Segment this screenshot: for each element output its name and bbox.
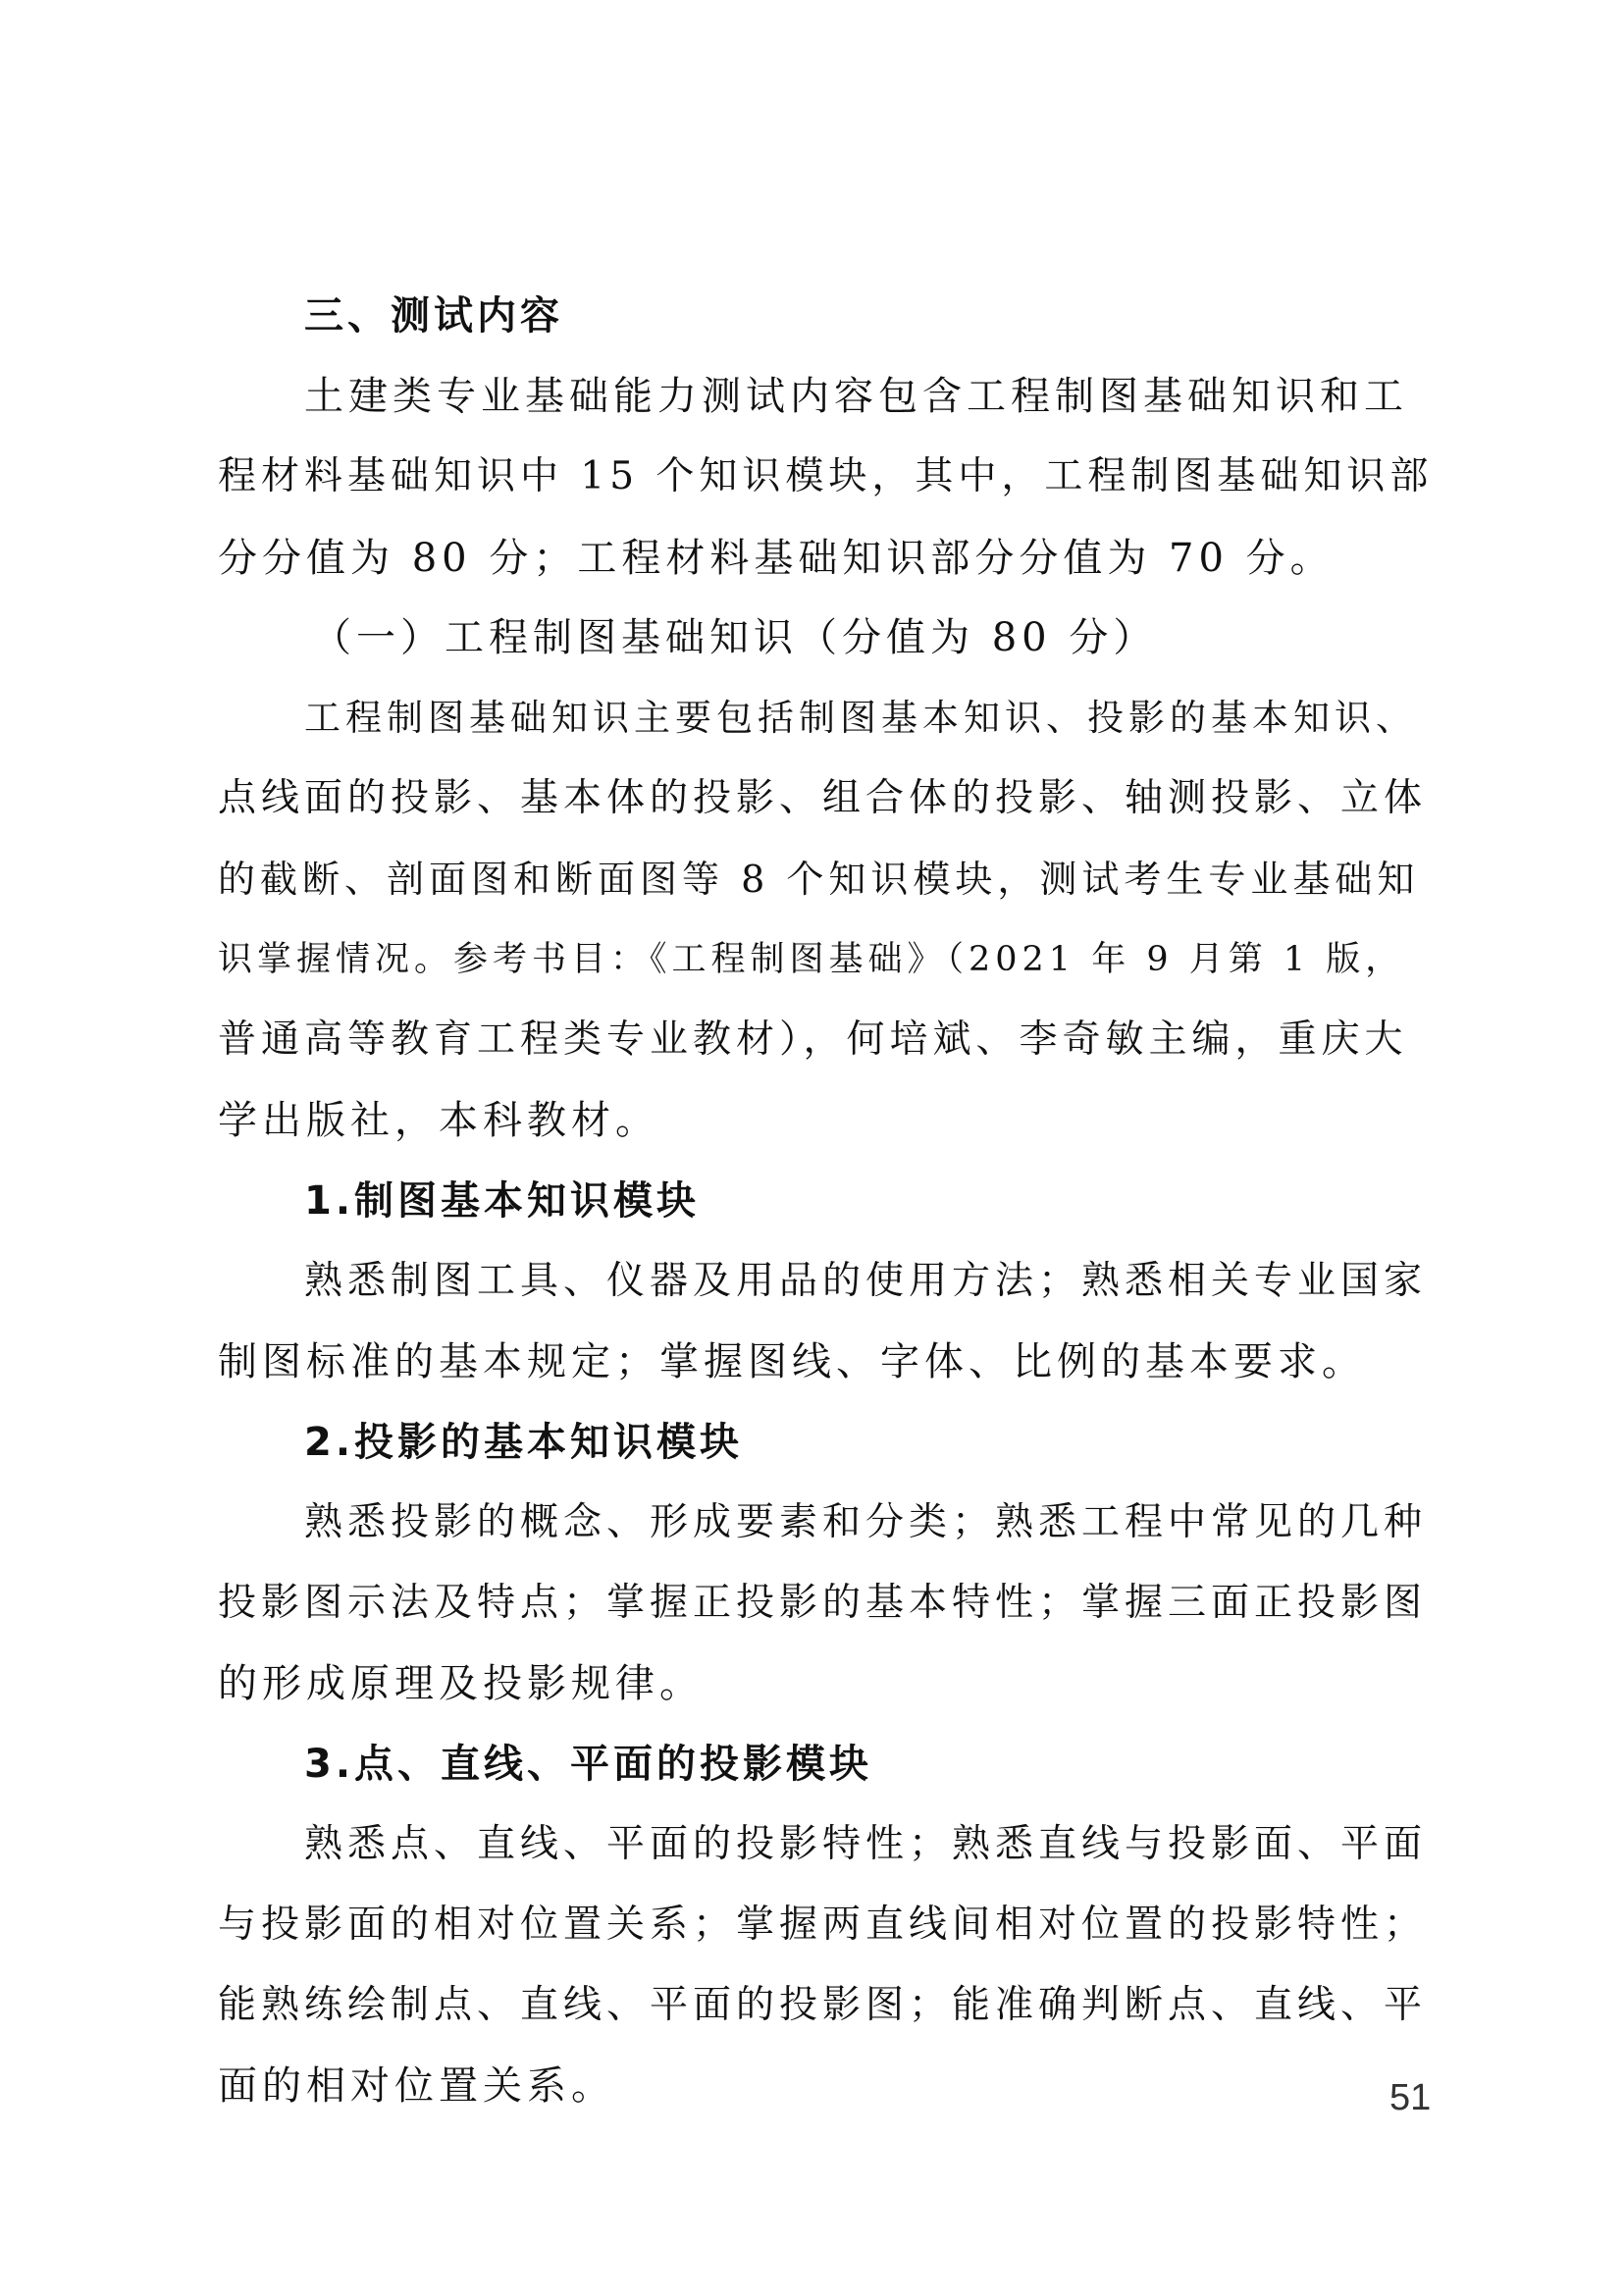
module-3-title: 3.点、直线、平面的投影模块 [304,1742,873,1787]
subsection-body-line: 工程制图基础知识主要包括制图基本知识、投影的基本知识、 [304,697,1417,739]
module-1-line: 制图标准的基本规定；掌握图线、字体、比例的基本要求。 [218,1339,1366,1384]
module-3-line: 熟悉点、直线、平面的投影特性；熟悉直线与投影面、平面 [304,1822,1428,1866]
subsection-title: （一）工程制图基础知识（分值为 80 分） [312,615,1158,660]
module-1-title: 1.制图基本知识模块 [304,1178,701,1224]
module-3-line: 面的相对位置关系。 [218,2063,615,2109]
module-2-title: 2.投影的基本知识模块 [304,1420,744,1465]
subsection-body-line: 普通高等教育工程类专业教材），何培斌、李奇敏主编，重庆大 [218,1017,1408,1062]
intro-line: 程材料基础知识中 15 个知识模块，其中，工程制图基础知识部 [218,454,1434,498]
subsection-body-line: 学出版社，本科教材。 [218,1098,659,1143]
intro-line: 土建类专业基础能力测试内容包含工程制图基础知识和工 [304,374,1408,419]
module-3-line: 能熟练绘制点、直线、平面的投影图；能准确判断点、直线、平 [218,1983,1428,2027]
subsection-body-line: 点线面的投影、基本体的投影、组合体的投影、轴测投影、立体 [218,776,1428,820]
module-3-line: 与投影面的相对位置关系；掌握两直线间相对位置的投影特性； [218,1903,1428,1947]
subsection-body-line: 的截断、剖面图和断面图等 8 个知识模块，测试考生专业基础知 [218,858,1420,901]
module-2-line: 的形成原理及投影规律。 [218,1661,704,1706]
subsection-body-line: 识掌握情况。参考书目：《工程制图基础》（2021 年 9 月第 1 版， [218,940,1405,979]
module-1-line: 熟悉制图工具、仪器及用品的使用方法；熟悉相关专业国家 [304,1259,1428,1303]
module-2-line: 熟悉投影的概念、形成要素和分类；熟悉工程中常见的几种 [304,1500,1428,1544]
module-2-line: 投影图示法及特点；掌握正投影的基本特性；掌握三面正投影图 [218,1581,1428,1625]
intro-line: 分分值为 80 分；工程材料基础知识部分分值为 70 分。 [218,536,1335,581]
section-title: 三、测试内容 [304,293,563,339]
page-number: 51 [1389,2077,1432,2118]
